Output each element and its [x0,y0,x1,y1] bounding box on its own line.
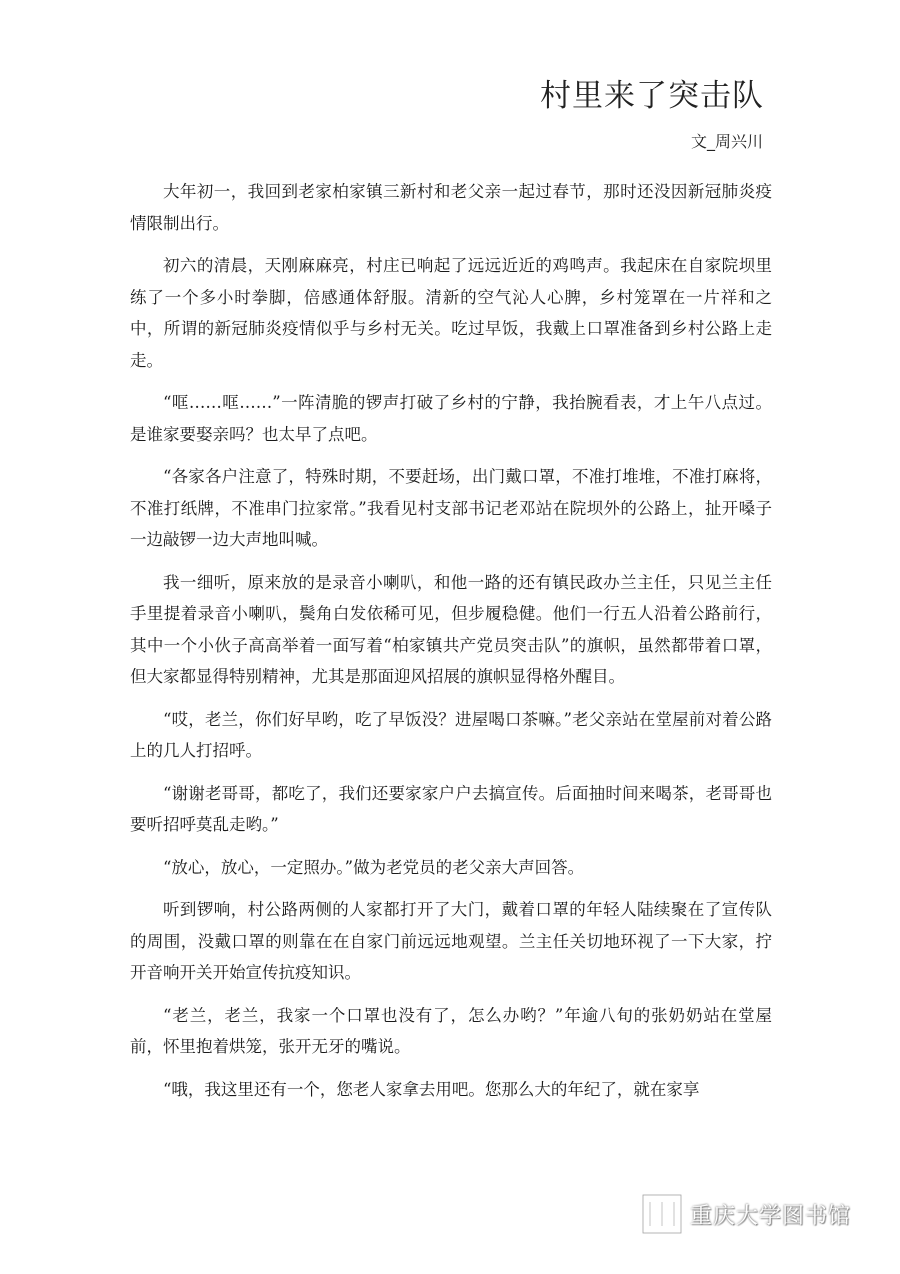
paragraph: “老兰，老兰，我家一个口罩也没有了，怎么办哟？”年逾八旬的张奶奶站在堂屋前，怀里抱着烘笼，张开无牙的嘴说。 [130,1005,772,1056]
paragraph: “放心，放心，一定照办。”做为老党员的老父亲大声回答。 [163,857,585,877]
article-body [130,176,772,1116]
article-title: 村里来了突击队 [540,78,764,114]
paragraph: 大年初一，我回到老家柏家镇三新村和老父亲一起过春节，那时还没因新冠肺炎疫情限制出行。 [130,182,772,233]
paragraph: 初六的清晨，天刚麻麻亮，村庄已响起了远远近近的鸡鸣声。我起床在自家院坝里练了一个多小时拳脚，倍感通体舒服。清新的空气沁人心脾，乡村笼罩在一片祥和之中，所谓的新冠肺炎疫情似乎与乡村无关。吃过早饭，我戴上口罩准备到乡村公路上走走。 [130,256,772,370]
paragraph: 我一细听，原来放的是录音小喇叭，和他一路的还有镇民政办兰主任，只见兰主任手里提着录音小喇叭，鬓角白发依稀可见，但步履稳健。他们一行五人沿着公路前行，其中一个小伙子高高举着一面写着“柏家镇共产党员突击队”的旗帜，虽然都带着口罩，但大家都显得特别精神，尤其是那面迎风招展的旗帜显得格外醒目。 [130,572,772,686]
paragraph: “谢谢老哥哥，都吃了，我们还要家家户户去搞宣传。后面抽时间来喝茶，老哥哥也要听招呼莫乱走哟。” [130,783,772,834]
library-watermark [640,1192,851,1236]
article-author: 文_周兴川 [690,132,763,151]
library-logo-icon [640,1192,684,1236]
watermark-text: 重庆大学图书馆 [690,1203,852,1229]
paragraph: “哐……哐……”一阵清脆的锣声打破了乡村的宁静，我抬腕看表，才上午八点过。是谁家要娶亲吗？也太早了点吧。 [130,393,772,444]
paragraph: “各家各户注意了，特殊时期，不要赶场，出门戴口罩，不准打堆堆，不准打麻将，不准打纸牌，不准串门拉家常。”我看见村支部书记老邓站在院坝外的公路上，扯开嗓子一边敲锣一边大声地叫喊。 [130,467,772,549]
paragraph: 听到锣响，村公路两侧的人家都打开了大门，戴着口罩的年轻人陆续聚在了宣传队的周围，没戴口罩的则靠在在自家门前远远地观望。兰主任关切地环视了一下大家，拧开音响开关开始宣传抗疫知识。 [130,900,772,982]
paragraph: “哦，我这里还有一个，您老人家拿去用吧。您那么大的年纪了，就在家享 [163,1079,700,1099]
paragraph: “哎，老兰，你们好早哟，吃了早饭没？进屋喝口茶嘛。”老父亲站在堂屋前对着公路上的几人打招呼。 [130,709,772,760]
